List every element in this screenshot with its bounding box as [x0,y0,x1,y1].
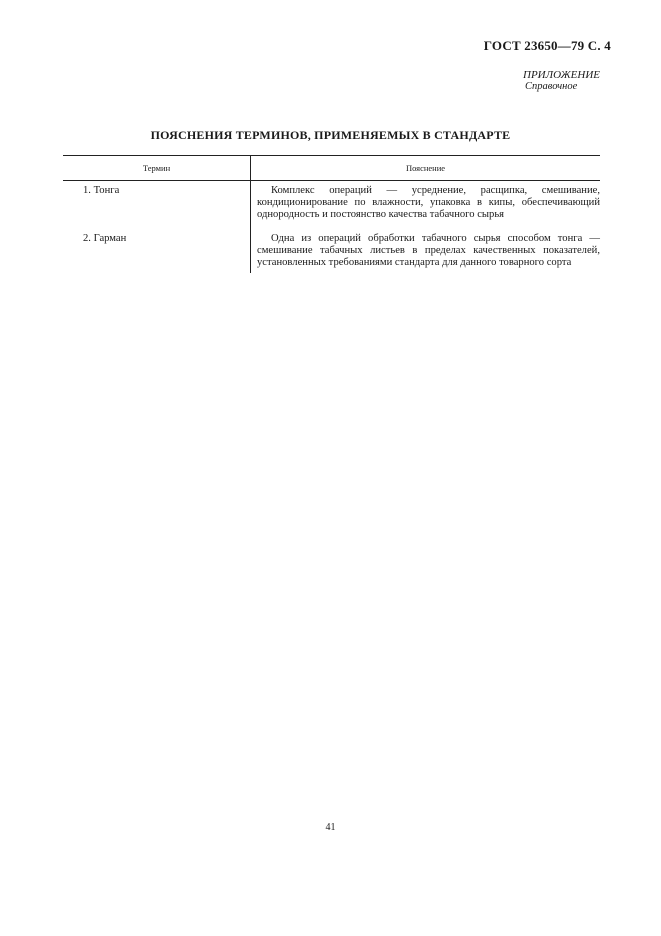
terms-table [63,155,600,273]
table-row [63,229,600,273]
document-reference: ГОСТ 23650—79 С. 4 [483,38,611,53]
appendix-subtitle: Справочное [525,81,578,92]
explanation-cell: Одна из операций обработки табачного сырья способом тонга — смешивание табачных листьев в пределах качественных показателей, установленных требованиями стандарта для данного товарного сорта [257,233,600,268]
appendix-title: ПРИЛОЖЕНИЕ [523,69,600,81]
explanation-cell: Комплекс операций — усреднение, расщипка, смешивание, кондиционирование по влажности, упаковка в кипы, обеспечивающий однородность и постоянство качества табачного сырья [257,185,600,220]
header-term: Термин [63,156,251,181]
header-explanation: Пояснение [251,156,601,181]
term-cell: 1. Тонга [63,181,251,230]
table-row [63,181,600,230]
appendix-label [523,70,600,92]
section-title: ПОЯСНЕНИЯ ТЕРМИНОВ, ПРИМЕНЯЕМЫХ В СТАНДАРТЕ [150,128,511,142]
term-cell: 2. Гарман [63,229,251,273]
page-number: 41 [325,822,336,833]
table-header-row [63,156,600,181]
